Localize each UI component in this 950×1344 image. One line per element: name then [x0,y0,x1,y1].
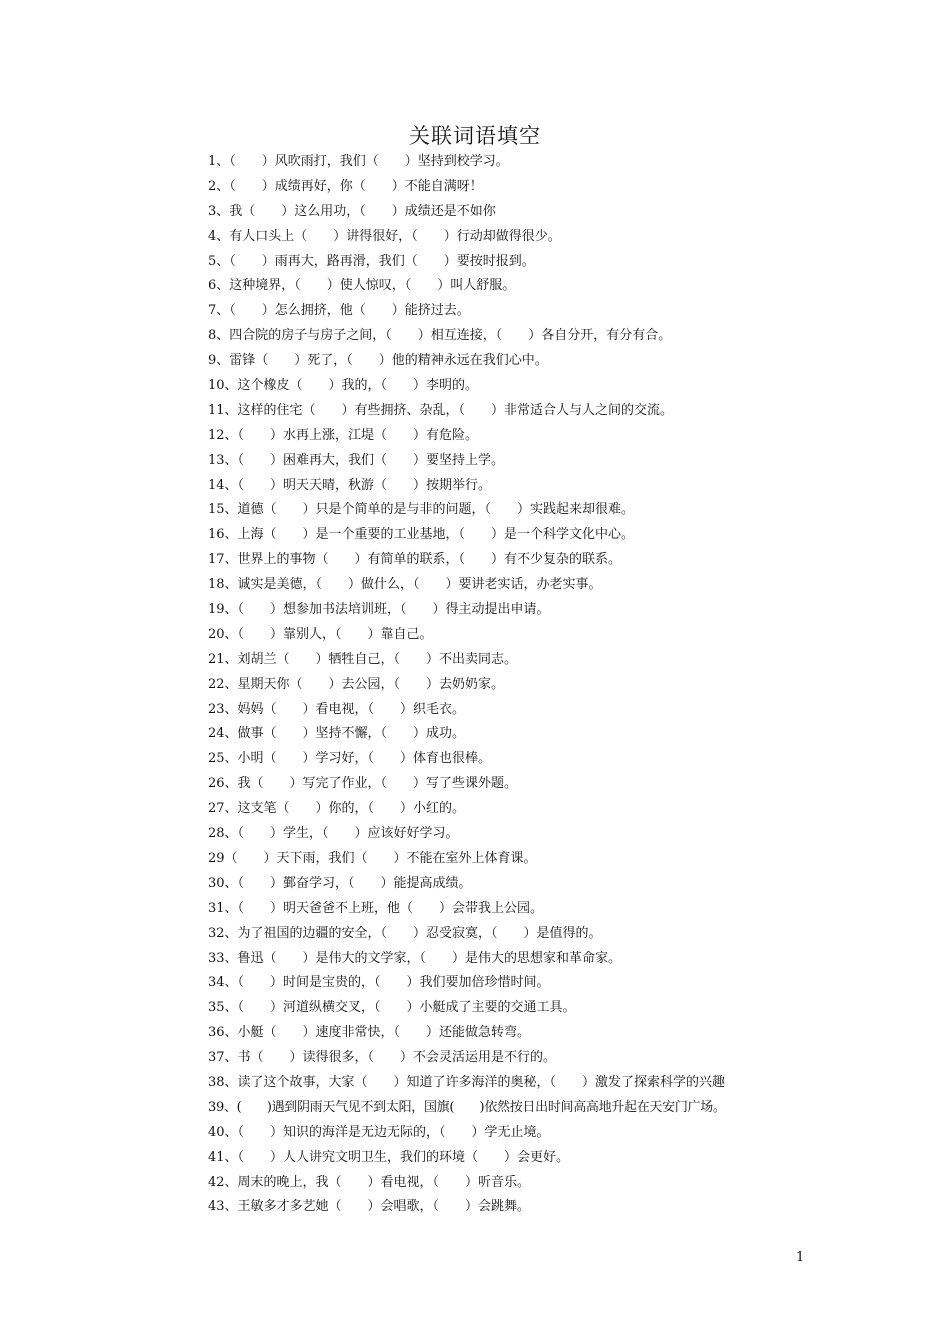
exercise-item: 1、（ ）风吹雨打，我们（ ）坚持到校学习。 [208,154,509,169]
page-number: 1 [796,1250,805,1265]
exercise-item: 19、（ ）想参加书法培训班，（ ）得主动提出申请。 [208,602,550,618]
exercise-item: 13、（ ）困难再大，我们（ ）要坚持上学。 [208,452,505,468]
exercise-item: 11、这样的住宅（ ）有些拥挤、杂乱，（ ）非常适合人与人之间的交流。 [208,402,674,418]
exercise-item: 27、这支笔（ ）你的，（ ）小红的。 [208,801,466,817]
exercise-item: 2、（ ）成绩再好，你（ ）不能自满呀！ [208,178,483,194]
exercise-item: 42、周末的晚上，我（ ）看电视，（ ）听音乐。 [208,1174,531,1190]
exercise-item: 3、我（ ）这么用功，（ ）成绩还是不如你 [208,203,496,219]
exercise-item: 22、星期天你（ ）去公园，（ ）去奶奶家。 [208,676,505,692]
exercise-item: 30、（ ）鄞奋学习，（ ）能提高成绩。 [208,875,472,891]
exercise-item: 40、（ ）知识的海洋是无边无际的，（ ）学无止境。 [208,1124,550,1140]
exercise-item: 41、（ ）人人讲究文明卫生，我们的环境（ ）会更好。 [208,1149,570,1165]
exercise-item: 25、小明（ ）学习好，（ ）体育也很棒。 [208,751,492,767]
exercise-item: 5、（ ）雨再大，路再滑，我们（ ）要按时报到。 [208,253,535,269]
exercise-item: 29（ ）天下雨，我们（ ）不能在室外上体育课。 [208,850,537,866]
exercise-item: 43、王敏多才多艺她（ ）会唱歌，（ ）会跳舞。 [208,1199,531,1215]
exercise-item: 15、道德（ ）只是个简单的是与非的问题，（ ）实践起来却很难。 [208,502,635,518]
exercise-item: 23、妈妈（ ）看电视，（ ）织毛衣。 [208,701,466,717]
exercise-item: 16、上海（ ）是一个重要的工业基地，（ ）是一个科学文化中心。 [208,527,635,543]
exercise-item: 32、为了祖国的边疆的安全，（ ）忍受寂寞，（ ）是值得的。 [208,925,602,941]
exercise-item: 34、（ ）时间是宝贵的，（ ）我们要加倍珍惜时间。 [208,975,550,991]
exercise-item: 12、（ ）水再上涨，江堤（ ）有危险。 [208,427,479,443]
exercise-item: 7、（ ）怎么拥挤，他（ ）能挤过去。 [208,303,470,319]
exercise-item: 4、有人口头上（ ）讲得很好，（ ）行动却做得很少。 [208,228,561,244]
document-title: 关联词语填空 [409,124,541,148]
exercise-item: 6、这种境界，（ ）使人惊叹，（ ）叫人舒服。 [208,278,516,294]
exercise-item: 8、四合院的房子与房子之间，（ ）相互连接，（ ）各自分开，有分有合。 [208,328,672,344]
exercise-item: 31、（ ）明天爸爸不上班，他（ ）会带我上公园。 [208,900,544,916]
exercise-list [208,150,928,1220]
exercise-item: 17、世界上的事物（ ）有简单的联系，（ ）有不少复杂的联系。 [208,552,622,568]
exercise-item: 9、雷锋（ ）死了，（ ）他的精神永远在我们心中。 [208,353,548,369]
exercise-item: 36、小艇（ ）速度非常快，（ ）还能做急转弯。 [208,1025,531,1041]
exercise-item: 37、书（ ）读得很多，（ ）不会灵活运用是不行的。 [208,1050,557,1066]
exercise-item: 24、做事（ ）坚持不懈，（ ）成功。 [208,726,466,742]
exercise-item: 26、我（ ）写完了作业，（ ）写了些课外题。 [208,776,518,792]
exercise-item: 18、诚实是美德，（ ）做什么，（ ）要讲老实话，办老实事。 [208,577,602,593]
exercise-item: 28、（ ）学生，（ ）应该好好学习。 [208,826,459,842]
exercise-item: 10、这个橡皮（ ）我的，（ ）李明的。 [208,378,479,394]
exercise-item: 20、（ ）靠别人，（ ）靠自己。 [208,626,433,642]
exercise-item: 35、（ ）河道纵横交叉，（ ）小艇成了主要的交通工具。 [208,1000,576,1016]
exercise-item: 21、刘胡兰（ ）牺牲自己，（ ）不出卖同志。 [208,651,518,667]
exercise-item: 33、鲁迅（ ）是伟大的文学家，（ ）是伟大的思想家和革命家。 [208,950,622,966]
exercise-item: 39、( )遇到阴雨天气见不到太阳，国旗( )依然按日出时间高高地升起在天安门广场。 [208,1099,726,1115]
exercise-item: 14、（ ）明天天晴，秋游（ ）按期举行。 [208,477,492,493]
exercise-item: 38、读了这个故事，大家（ ）知道了许多海洋的奥秘，（ ）激发了探索科学的兴趣 [208,1074,726,1090]
